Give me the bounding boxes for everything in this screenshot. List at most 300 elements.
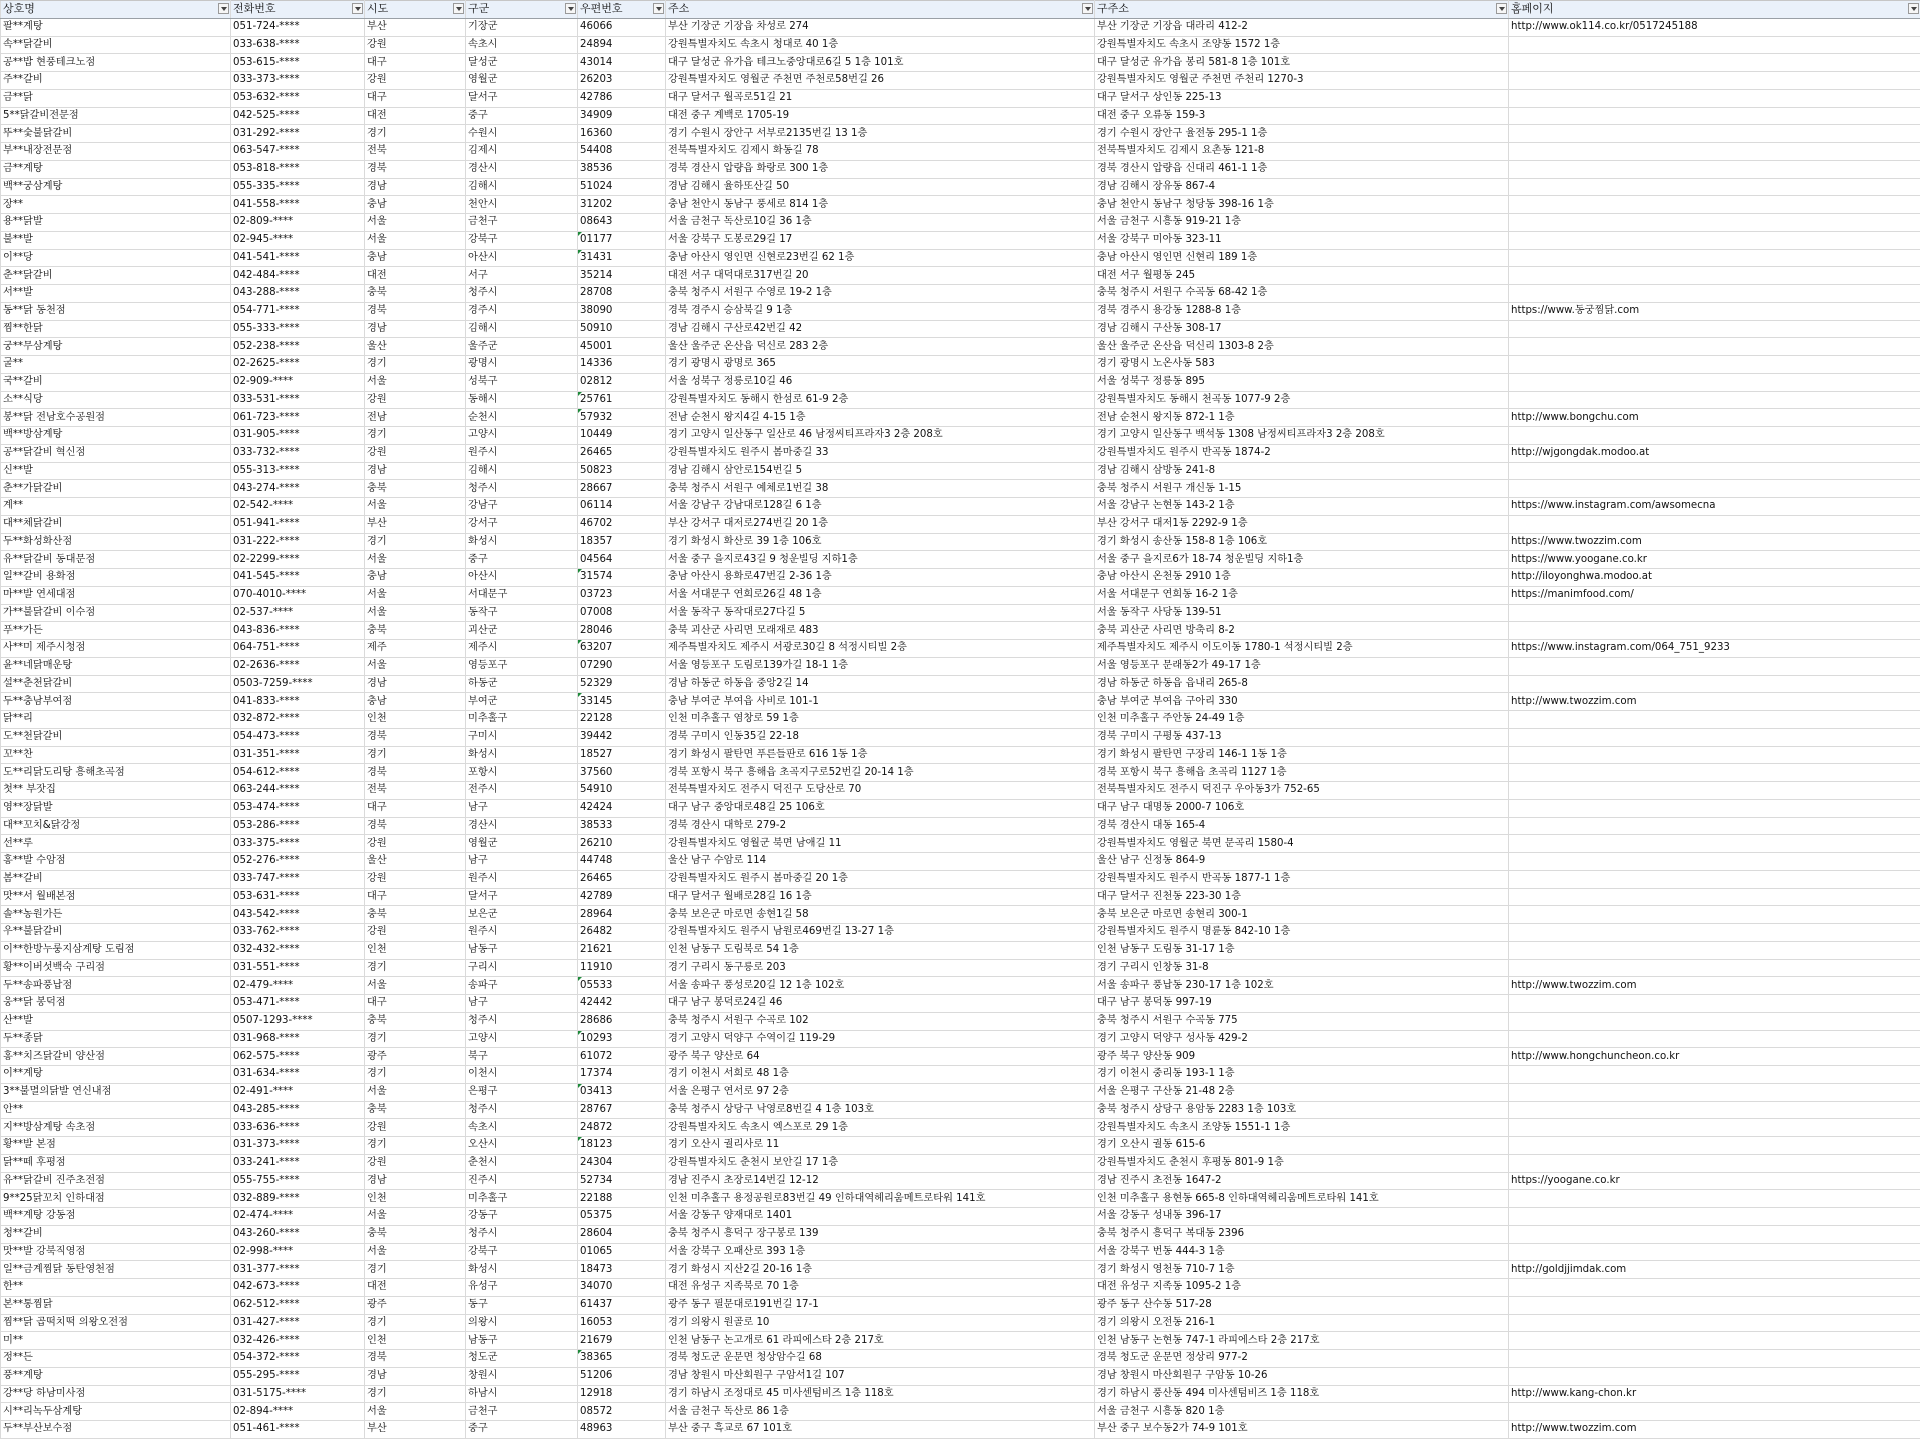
- cell-addr[interactable]: 충남 천안시 동남구 풍세로 814 1층: [666, 196, 1095, 214]
- cell-phone[interactable]: 063-547-****: [231, 143, 365, 161]
- cell-name[interactable]: 공**닭갈비 혁신점: [1, 444, 231, 462]
- cell-name[interactable]: 황**이버섯백숙 구리점: [1, 959, 231, 977]
- cell-sido[interactable]: 경기: [365, 427, 466, 445]
- cell-phone[interactable]: 033-636-****: [231, 1119, 365, 1137]
- cell-zip[interactable]: 05375: [578, 1208, 666, 1226]
- cell-home[interactable]: [1509, 1225, 1920, 1243]
- cell-phone[interactable]: 041-833-****: [231, 693, 365, 711]
- cell-sido[interactable]: 대구: [365, 995, 466, 1013]
- cell-oldaddr[interactable]: 경기 고양시 덕양구 성사동 429-2: [1095, 1030, 1509, 1048]
- cell-sido[interactable]: 서울: [365, 604, 466, 622]
- cell-home[interactable]: https://www.yoogane.co.kr: [1509, 551, 1920, 569]
- cell-name[interactable]: 유**닭갈비 동대문점: [1, 551, 231, 569]
- cell-name[interactable]: 가**불닭갈비 이수점: [1, 604, 231, 622]
- cell-name[interactable]: 닭**리: [1, 711, 231, 729]
- cell-phone[interactable]: 02-894-****: [231, 1403, 365, 1421]
- cell-gugun[interactable]: 미추홀구: [466, 1190, 578, 1208]
- cell-home[interactable]: [1509, 1279, 1920, 1297]
- cell-sido[interactable]: 경기: [365, 959, 466, 977]
- cell-home[interactable]: [1509, 1137, 1920, 1155]
- cell-addr[interactable]: 경남 김해시 삼안로154번길 5: [666, 462, 1095, 480]
- cell-oldaddr[interactable]: 경기 하남시 풍산동 494 미사센텀비즈 1층 118호: [1095, 1385, 1509, 1403]
- cell-addr[interactable]: 강원특별자치도 영월군 북면 남애길 11: [666, 835, 1095, 853]
- cell-gugun[interactable]: 동해시: [466, 391, 578, 409]
- cell-home[interactable]: [1509, 782, 1920, 800]
- cell-addr[interactable]: 경기 오산시 궐리사로 11: [666, 1137, 1095, 1155]
- cell-sido[interactable]: 경북: [365, 728, 466, 746]
- cell-name[interactable]: 찜**한닭: [1, 320, 231, 338]
- cell-zip[interactable]: 01065: [578, 1243, 666, 1261]
- cell-sido[interactable]: 서울: [365, 977, 466, 995]
- cell-sido[interactable]: 충북: [365, 906, 466, 924]
- cell-zip[interactable]: 38365: [578, 1350, 666, 1368]
- cell-addr[interactable]: 경북 경산시 대학로 279-2: [666, 817, 1095, 835]
- cell-zip[interactable]: 31202: [578, 196, 666, 214]
- cell-phone[interactable]: 02-809-****: [231, 214, 365, 232]
- cell-addr[interactable]: 서울 강북구 오패산로 393 1층: [666, 1243, 1095, 1261]
- cell-phone[interactable]: 031-551-****: [231, 959, 365, 977]
- cell-home[interactable]: [1509, 941, 1920, 959]
- cell-gugun[interactable]: 속초시: [466, 1119, 578, 1137]
- cell-gugun[interactable]: 광명시: [466, 356, 578, 374]
- cell-phone[interactable]: 031-634-****: [231, 1066, 365, 1084]
- cell-phone[interactable]: 053-631-****: [231, 888, 365, 906]
- cell-sido[interactable]: 강원: [365, 72, 466, 90]
- cell-name[interactable]: 팔**계탕: [1, 18, 231, 36]
- column-header-home[interactable]: [1509, 1, 1920, 19]
- cell-gugun[interactable]: 경주시: [466, 302, 578, 320]
- cell-home[interactable]: [1509, 1190, 1920, 1208]
- cell-home[interactable]: [1509, 1083, 1920, 1101]
- cell-phone[interactable]: 033-241-****: [231, 1154, 365, 1172]
- cell-zip[interactable]: 42789: [578, 888, 666, 906]
- cell-sido[interactable]: 서울: [365, 1083, 466, 1101]
- cell-oldaddr[interactable]: 경북 청도군 운문면 정상리 977-2: [1095, 1350, 1509, 1368]
- cell-zip[interactable]: 46066: [578, 18, 666, 36]
- cell-zip[interactable]: 57932: [578, 409, 666, 427]
- cell-oldaddr[interactable]: 제주특별자치도 제주시 이도이동 1780-1 석정시티빌 2층: [1095, 640, 1509, 658]
- cell-gugun[interactable]: 영월군: [466, 72, 578, 90]
- cell-oldaddr[interactable]: 충북 청주시 서원구 수곡동 68-42 1층: [1095, 285, 1509, 303]
- cell-oldaddr[interactable]: 서울 강북구 미아동 323-11: [1095, 231, 1509, 249]
- cell-zip[interactable]: 26465: [578, 444, 666, 462]
- cell-sido[interactable]: 서울: [365, 214, 466, 232]
- cell-oldaddr[interactable]: 서울 성북구 정릉동 895: [1095, 373, 1509, 391]
- cell-oldaddr[interactable]: 전남 순천시 왕지동 872-1 1층: [1095, 409, 1509, 427]
- cell-zip[interactable]: 02812: [578, 373, 666, 391]
- cell-gugun[interactable]: 아산시: [466, 569, 578, 587]
- cell-zip[interactable]: 34909: [578, 107, 666, 125]
- cell-zip[interactable]: 07290: [578, 657, 666, 675]
- cell-zip[interactable]: 14336: [578, 356, 666, 374]
- cell-home[interactable]: [1509, 391, 1920, 409]
- cell-phone[interactable]: 051-461-****: [231, 1421, 365, 1439]
- cell-oldaddr[interactable]: 충남 천안시 동남구 청당동 398-16 1층: [1095, 196, 1509, 214]
- cell-phone[interactable]: 041-558-****: [231, 196, 365, 214]
- cell-oldaddr[interactable]: 경남 김해시 장유동 867-4: [1095, 178, 1509, 196]
- cell-gugun[interactable]: 남동구: [466, 1332, 578, 1350]
- cell-zip[interactable]: 18357: [578, 533, 666, 551]
- cell-name[interactable]: 푸**가든: [1, 622, 231, 640]
- cell-gugun[interactable]: 중구: [466, 551, 578, 569]
- cell-home[interactable]: [1509, 196, 1920, 214]
- cell-home[interactable]: [1509, 622, 1920, 640]
- cell-name[interactable]: 두**송파풍납점: [1, 977, 231, 995]
- cell-zip[interactable]: 04564: [578, 551, 666, 569]
- cell-oldaddr[interactable]: 경남 창원시 마산회원구 구암동 10-26: [1095, 1367, 1509, 1385]
- cell-sido[interactable]: 대구: [365, 54, 466, 72]
- cell-zip[interactable]: 43014: [578, 54, 666, 72]
- cell-home[interactable]: http://goldjjimdak.com: [1509, 1261, 1920, 1279]
- cell-phone[interactable]: 033-375-****: [231, 835, 365, 853]
- cell-phone[interactable]: 02-474-****: [231, 1208, 365, 1226]
- cell-home[interactable]: [1509, 1314, 1920, 1332]
- cell-phone[interactable]: 055-295-****: [231, 1367, 365, 1385]
- cell-home[interactable]: http://www.hongchuncheon.co.kr: [1509, 1048, 1920, 1066]
- cell-zip[interactable]: 45001: [578, 338, 666, 356]
- column-header-addr[interactable]: [666, 1, 1095, 19]
- cell-phone[interactable]: 032-872-****: [231, 711, 365, 729]
- cell-home[interactable]: [1509, 285, 1920, 303]
- cell-phone[interactable]: 02-479-****: [231, 977, 365, 995]
- cell-name[interactable]: 우**불닭갈비: [1, 924, 231, 942]
- cell-sido[interactable]: 경남: [365, 675, 466, 693]
- cell-addr[interactable]: 충북 청주시 상당구 낙영로8번길 4 1층 103호: [666, 1101, 1095, 1119]
- cell-gugun[interactable]: 진주시: [466, 1172, 578, 1190]
- cell-sido[interactable]: 부산: [365, 1421, 466, 1439]
- cell-name[interactable]: 지**방삼계탕 속초점: [1, 1119, 231, 1137]
- cell-gugun[interactable]: 속초시: [466, 36, 578, 54]
- cell-oldaddr[interactable]: 서울 금천구 시흥동 820 1층: [1095, 1403, 1509, 1421]
- cell-name[interactable]: 도**천닭갈비: [1, 728, 231, 746]
- cell-name[interactable]: 백**궁삼계탕: [1, 178, 231, 196]
- cell-gugun[interactable]: 화성시: [466, 533, 578, 551]
- cell-home[interactable]: [1509, 1332, 1920, 1350]
- cell-name[interactable]: 금**닭: [1, 89, 231, 107]
- cell-phone[interactable]: 054-771-****: [231, 302, 365, 320]
- cell-sido[interactable]: 서울: [365, 373, 466, 391]
- cell-addr[interactable]: 광주 북구 양산로 64: [666, 1048, 1095, 1066]
- cell-home[interactable]: [1509, 267, 1920, 285]
- cell-zip[interactable]: 01177: [578, 231, 666, 249]
- cell-phone[interactable]: 02-2299-****: [231, 551, 365, 569]
- column-header-phone[interactable]: [231, 1, 365, 19]
- cell-home[interactable]: [1509, 1243, 1920, 1261]
- cell-home[interactable]: [1509, 1012, 1920, 1030]
- cell-home[interactable]: [1509, 799, 1920, 817]
- cell-zip[interactable]: 26465: [578, 870, 666, 888]
- cell-zip[interactable]: 26482: [578, 924, 666, 942]
- cell-sido[interactable]: 전북: [365, 782, 466, 800]
- cell-phone[interactable]: 043-542-****: [231, 906, 365, 924]
- cell-sido[interactable]: 경기: [365, 1137, 466, 1155]
- cell-phone[interactable]: 043-288-****: [231, 285, 365, 303]
- cell-oldaddr[interactable]: 대구 달성군 유가읍 봉리 581-8 1층 101호: [1095, 54, 1509, 72]
- cell-name[interactable]: 부**내장전문점: [1, 143, 231, 161]
- cell-home[interactable]: https://www.instagram.com/064_751_9233: [1509, 640, 1920, 658]
- cell-sido[interactable]: 충남: [365, 569, 466, 587]
- cell-name[interactable]: 찜**닭 곱떡치떡 의왕오전점: [1, 1314, 231, 1332]
- cell-sido[interactable]: 인천: [365, 711, 466, 729]
- cell-addr[interactable]: 서울 영등포구 도림로139가길 18-1 1층: [666, 657, 1095, 675]
- cell-phone[interactable]: 031-377-****: [231, 1261, 365, 1279]
- cell-home[interactable]: [1509, 1101, 1920, 1119]
- cell-phone[interactable]: 02-537-****: [231, 604, 365, 622]
- cell-name[interactable]: 두**화성화산점: [1, 533, 231, 551]
- cell-name[interactable]: 청**갈비: [1, 1225, 231, 1243]
- cell-home[interactable]: [1509, 462, 1920, 480]
- cell-phone[interactable]: 064-751-****: [231, 640, 365, 658]
- cell-gugun[interactable]: 중구: [466, 107, 578, 125]
- cell-oldaddr[interactable]: 전북특별자치도 전주시 덕진구 우아동3가 752-65: [1095, 782, 1509, 800]
- cell-addr[interactable]: 충북 보은군 마로면 송현1길 58: [666, 906, 1095, 924]
- cell-gugun[interactable]: 구리시: [466, 959, 578, 977]
- cell-addr[interactable]: 충북 청주시 흥덕구 장구봉로 139: [666, 1225, 1095, 1243]
- cell-oldaddr[interactable]: 광주 동구 산수동 517-28: [1095, 1296, 1509, 1314]
- cell-gugun[interactable]: 부여군: [466, 693, 578, 711]
- cell-zip[interactable]: 03413: [578, 1083, 666, 1101]
- cell-zip[interactable]: 51024: [578, 178, 666, 196]
- cell-zip[interactable]: 54408: [578, 143, 666, 161]
- cell-home[interactable]: http://www.twozzim.com: [1509, 977, 1920, 995]
- cell-gugun[interactable]: 강북구: [466, 1243, 578, 1261]
- cell-home[interactable]: [1509, 160, 1920, 178]
- cell-addr[interactable]: 강원특별자치도 영월군 주천면 주천로58번길 26: [666, 72, 1095, 90]
- cell-phone[interactable]: 0507-1293-****: [231, 1012, 365, 1030]
- cell-oldaddr[interactable]: 충남 아산시 영인면 신현리 189 1층: [1095, 249, 1509, 267]
- cell-addr[interactable]: 전북특별자치도 전주시 덕진구 도당산로 70: [666, 782, 1095, 800]
- cell-addr[interactable]: 경기 광명시 광명로 365: [666, 356, 1095, 374]
- cell-oldaddr[interactable]: 강원특별자치도 춘천시 후평동 801-9 1층: [1095, 1154, 1509, 1172]
- cell-home[interactable]: [1509, 1350, 1920, 1368]
- cell-oldaddr[interactable]: 대전 중구 오류동 159-3: [1095, 107, 1509, 125]
- cell-sido[interactable]: 강원: [365, 444, 466, 462]
- cell-zip[interactable]: 10293: [578, 1030, 666, 1048]
- cell-addr[interactable]: 경남 창원시 마산회원구 구암서1길 107: [666, 1367, 1095, 1385]
- cell-sido[interactable]: 서울: [365, 551, 466, 569]
- cell-name[interactable]: 풍**계탕: [1, 1367, 231, 1385]
- cell-home[interactable]: [1509, 427, 1920, 445]
- cell-addr[interactable]: 경북 구미시 인동35길 22-18: [666, 728, 1095, 746]
- cell-home[interactable]: [1509, 657, 1920, 675]
- cell-home[interactable]: [1509, 746, 1920, 764]
- cell-addr[interactable]: 충남 아산시 용화로47번길 2-36 1층: [666, 569, 1095, 587]
- cell-name[interactable]: 한**: [1, 1279, 231, 1297]
- cell-gugun[interactable]: 아산시: [466, 249, 578, 267]
- cell-zip[interactable]: 33145: [578, 693, 666, 711]
- cell-zip[interactable]: 28046: [578, 622, 666, 640]
- cell-phone[interactable]: 02-945-****: [231, 231, 365, 249]
- cell-oldaddr[interactable]: 대구 달서구 진천동 223-30 1층: [1095, 888, 1509, 906]
- cell-home[interactable]: [1509, 675, 1920, 693]
- cell-oldaddr[interactable]: 충남 아산시 온천동 2910 1층: [1095, 569, 1509, 587]
- cell-gugun[interactable]: 강서구: [466, 515, 578, 533]
- cell-zip[interactable]: 28667: [578, 480, 666, 498]
- cell-name[interactable]: 금**계탕: [1, 160, 231, 178]
- cell-home[interactable]: [1509, 817, 1920, 835]
- cell-sido[interactable]: 전남: [365, 409, 466, 427]
- cell-zip[interactable]: 28604: [578, 1225, 666, 1243]
- cell-name[interactable]: 웅**닭 봉덕점: [1, 995, 231, 1013]
- cell-gugun[interactable]: 영등포구: [466, 657, 578, 675]
- cell-phone[interactable]: 062-512-****: [231, 1296, 365, 1314]
- cell-zip[interactable]: 18123: [578, 1137, 666, 1155]
- cell-gugun[interactable]: 은평구: [466, 1083, 578, 1101]
- cell-zip[interactable]: 39442: [578, 728, 666, 746]
- cell-name[interactable]: 맛**발 강북직영점: [1, 1243, 231, 1261]
- cell-oldaddr[interactable]: 서울 동작구 사당동 139-51: [1095, 604, 1509, 622]
- cell-sido[interactable]: 경기: [365, 533, 466, 551]
- cell-home[interactable]: http://www.kang-chon.kr: [1509, 1385, 1920, 1403]
- cell-addr[interactable]: 경기 하남시 조정대로 45 미사센텀비즈 1층 118호: [666, 1385, 1095, 1403]
- cell-gugun[interactable]: 고양시: [466, 427, 578, 445]
- cell-addr[interactable]: 경남 김해시 율하또산길 50: [666, 178, 1095, 196]
- cell-zip[interactable]: 35214: [578, 267, 666, 285]
- cell-sido[interactable]: 서울: [365, 586, 466, 604]
- cell-phone[interactable]: 054-612-****: [231, 764, 365, 782]
- cell-zip[interactable]: 42424: [578, 799, 666, 817]
- cell-zip[interactable]: 26210: [578, 835, 666, 853]
- cell-sido[interactable]: 경남: [365, 462, 466, 480]
- cell-sido[interactable]: 대구: [365, 89, 466, 107]
- cell-name[interactable]: 백**방삼계탕: [1, 427, 231, 445]
- cell-phone[interactable]: 054-372-****: [231, 1350, 365, 1368]
- cell-oldaddr[interactable]: 경기 화성시 송산동 158-8 1층 106호: [1095, 533, 1509, 551]
- cell-addr[interactable]: 강원특별자치도 속초시 청대로 40 1층: [666, 36, 1095, 54]
- cell-phone[interactable]: 02-491-****: [231, 1083, 365, 1101]
- filter-dropdown-icon[interactable]: [653, 3, 664, 14]
- cell-name[interactable]: 윤**네닭매운탕: [1, 657, 231, 675]
- cell-gugun[interactable]: 서대문구: [466, 586, 578, 604]
- cell-zip[interactable]: 07008: [578, 604, 666, 622]
- cell-zip[interactable]: 18473: [578, 1261, 666, 1279]
- cell-sido[interactable]: 대전: [365, 1279, 466, 1297]
- cell-phone[interactable]: 052-276-****: [231, 853, 365, 871]
- cell-sido[interactable]: 충북: [365, 1225, 466, 1243]
- cell-oldaddr[interactable]: 경북 구미시 구평동 437-13: [1095, 728, 1509, 746]
- cell-gugun[interactable]: 원주시: [466, 924, 578, 942]
- cell-name[interactable]: 소**식당: [1, 391, 231, 409]
- cell-name[interactable]: 두**종닭: [1, 1030, 231, 1048]
- cell-oldaddr[interactable]: 대구 남구 봉덕동 997-19: [1095, 995, 1509, 1013]
- cell-gugun[interactable]: 송파구: [466, 977, 578, 995]
- cell-addr[interactable]: 광주 동구 필문대로191번길 17-1: [666, 1296, 1095, 1314]
- cell-addr[interactable]: 대구 남구 봉덕로24길 46: [666, 995, 1095, 1013]
- cell-sido[interactable]: 부산: [365, 515, 466, 533]
- cell-zip[interactable]: 26203: [578, 72, 666, 90]
- cell-name[interactable]: 일**갈비 용화점: [1, 569, 231, 587]
- cell-gugun[interactable]: 남구: [466, 995, 578, 1013]
- cell-oldaddr[interactable]: 서울 금천구 시흥동 919-21 1층: [1095, 214, 1509, 232]
- cell-oldaddr[interactable]: 울산 남구 신정동 864-9: [1095, 853, 1509, 871]
- cell-oldaddr[interactable]: 경북 포항시 북구 흥해읍 초곡리 1127 1층: [1095, 764, 1509, 782]
- cell-addr[interactable]: 부산 중구 흑교로 67 101호: [666, 1421, 1095, 1439]
- cell-addr[interactable]: 부산 강서구 대저로274번길 20 1층: [666, 515, 1095, 533]
- cell-gugun[interactable]: 북구: [466, 1048, 578, 1066]
- cell-addr[interactable]: 대전 서구 대덕대로317번길 20: [666, 267, 1095, 285]
- cell-home[interactable]: [1509, 89, 1920, 107]
- cell-oldaddr[interactable]: 충북 청주시 상당구 용암동 2283 1층 103호: [1095, 1101, 1509, 1119]
- cell-sido[interactable]: 경북: [365, 817, 466, 835]
- cell-gugun[interactable]: 화성시: [466, 746, 578, 764]
- filter-dropdown-icon[interactable]: [218, 3, 229, 14]
- cell-name[interactable]: 9**25닭꼬치 인하대점: [1, 1190, 231, 1208]
- cell-sido[interactable]: 울산: [365, 853, 466, 871]
- cell-oldaddr[interactable]: 서울 영등포구 문래동2가 49-17 1층: [1095, 657, 1509, 675]
- cell-zip[interactable]: 28708: [578, 285, 666, 303]
- cell-oldaddr[interactable]: 인천 남동구 도림동 31-17 1층: [1095, 941, 1509, 959]
- cell-zip[interactable]: 38536: [578, 160, 666, 178]
- cell-home[interactable]: [1509, 125, 1920, 143]
- cell-zip[interactable]: 21679: [578, 1332, 666, 1350]
- cell-name[interactable]: 춘**가닭갈비: [1, 480, 231, 498]
- cell-sido[interactable]: 서울: [365, 1208, 466, 1226]
- cell-home[interactable]: [1509, 338, 1920, 356]
- cell-zip[interactable]: 16360: [578, 125, 666, 143]
- cell-sido[interactable]: 충북: [365, 480, 466, 498]
- cell-sido[interactable]: 강원: [365, 1154, 466, 1172]
- cell-zip[interactable]: 31574: [578, 569, 666, 587]
- cell-addr[interactable]: 인천 미추홀구 용정공원로83번길 49 인하대역헤리움메트로타워 141호: [666, 1190, 1095, 1208]
- cell-zip[interactable]: 42786: [578, 89, 666, 107]
- cell-sido[interactable]: 경기: [365, 746, 466, 764]
- cell-phone[interactable]: 042-484-****: [231, 267, 365, 285]
- cell-gugun[interactable]: 달성군: [466, 54, 578, 72]
- cell-oldaddr[interactable]: 강원특별자치도 속초시 조양동 1551-1 1층: [1095, 1119, 1509, 1137]
- cell-sido[interactable]: 전북: [365, 143, 466, 161]
- cell-phone[interactable]: 053-818-****: [231, 160, 365, 178]
- cell-home[interactable]: [1509, 36, 1920, 54]
- cell-addr[interactable]: 서울 강남구 강남대로128길 6 1층: [666, 498, 1095, 516]
- cell-zip[interactable]: 54910: [578, 782, 666, 800]
- cell-addr[interactable]: 서울 은평구 연서로 97 2층: [666, 1083, 1095, 1101]
- cell-home[interactable]: [1509, 1154, 1920, 1172]
- cell-phone[interactable]: 042-525-****: [231, 107, 365, 125]
- cell-zip[interactable]: 25761: [578, 391, 666, 409]
- cell-name[interactable]: 마**발 연세대점: [1, 586, 231, 604]
- cell-home[interactable]: [1509, 959, 1920, 977]
- cell-name[interactable]: 춘**닭갈비: [1, 267, 231, 285]
- cell-oldaddr[interactable]: 대구 남구 대명동 2000-7 106호: [1095, 799, 1509, 817]
- cell-phone[interactable]: 062-575-****: [231, 1048, 365, 1066]
- cell-name[interactable]: 산**발: [1, 1012, 231, 1030]
- cell-oldaddr[interactable]: 경남 하동군 하동읍 읍내리 265-8: [1095, 675, 1509, 693]
- cell-gugun[interactable]: 강남구: [466, 498, 578, 516]
- cell-sido[interactable]: 경북: [365, 302, 466, 320]
- cell-name[interactable]: 용**닭발: [1, 214, 231, 232]
- cell-home[interactable]: http://iloyonghwa.modoo.at: [1509, 569, 1920, 587]
- cell-gugun[interactable]: 순천시: [466, 409, 578, 427]
- cell-gugun[interactable]: 오산시: [466, 1137, 578, 1155]
- cell-gugun[interactable]: 원주시: [466, 444, 578, 462]
- cell-sido[interactable]: 충남: [365, 249, 466, 267]
- cell-sido[interactable]: 경기: [365, 1066, 466, 1084]
- cell-home[interactable]: [1509, 249, 1920, 267]
- cell-addr[interactable]: 강원특별자치도 춘천시 보안길 17 1층: [666, 1154, 1095, 1172]
- cell-name[interactable]: 첫** 부잣집: [1, 782, 231, 800]
- cell-gugun[interactable]: 고양시: [466, 1030, 578, 1048]
- cell-addr[interactable]: 강원특별자치도 동해시 한섬로 61-9 2층: [666, 391, 1095, 409]
- cell-home[interactable]: [1509, 1030, 1920, 1048]
- cell-sido[interactable]: 충북: [365, 1101, 466, 1119]
- cell-oldaddr[interactable]: 경북 경산시 대동 165-4: [1095, 817, 1509, 835]
- cell-gugun[interactable]: 남구: [466, 853, 578, 871]
- cell-zip[interactable]: 34070: [578, 1279, 666, 1297]
- cell-gugun[interactable]: 강동구: [466, 1208, 578, 1226]
- cell-phone[interactable]: 032-426-****: [231, 1332, 365, 1350]
- cell-name[interactable]: 서**발: [1, 285, 231, 303]
- cell-phone[interactable]: 02-909-****: [231, 373, 365, 391]
